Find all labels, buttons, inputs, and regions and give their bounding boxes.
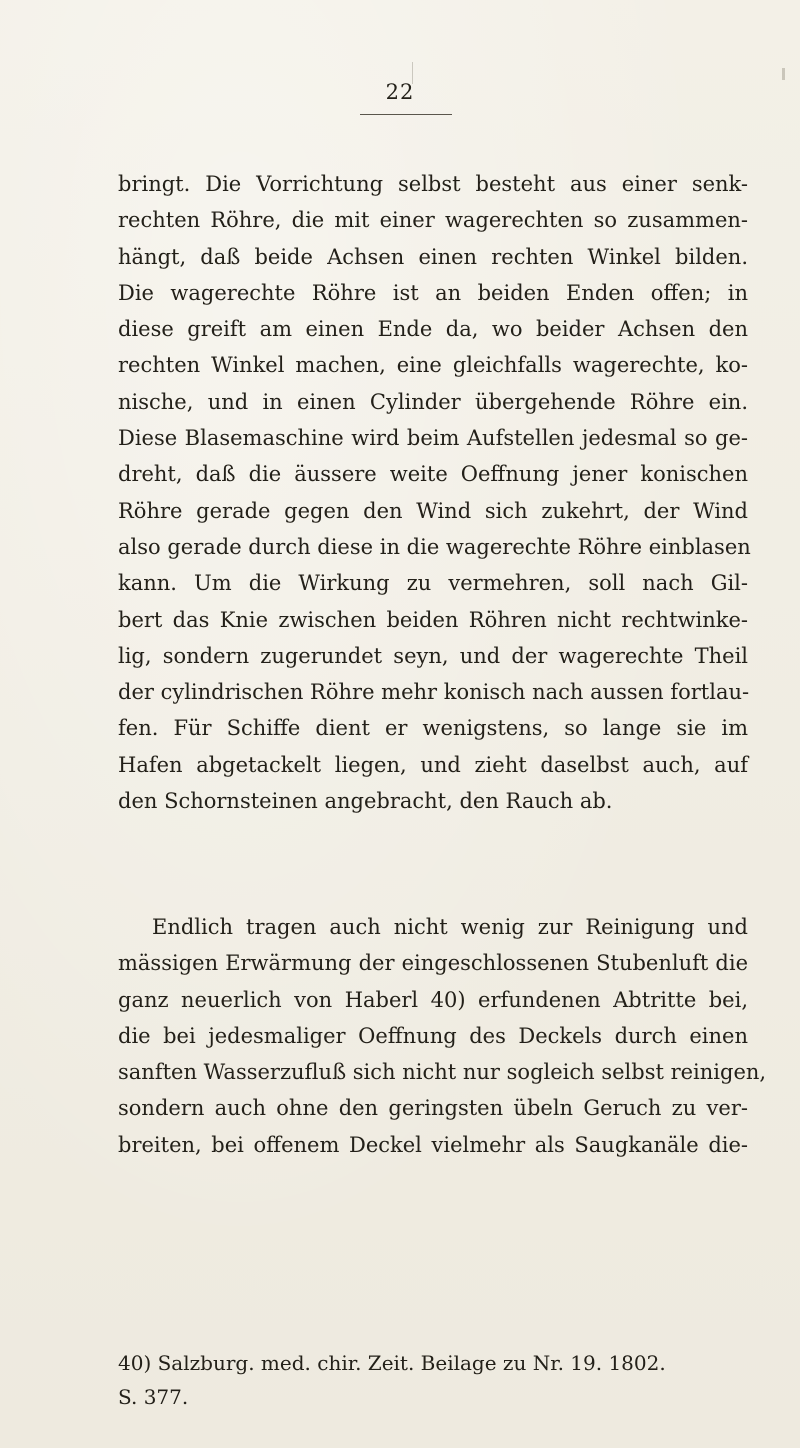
text-line: Die wagerechte Röhre ist an beiden Enden offen; in [118,280,748,305]
text-line: sanften Wasserzufluß sich nicht nur sogleich selbst reinigen, [118,1060,767,1085]
text-line: nische, und in einen Cylinder übergehende Röhre ein. [118,389,748,414]
paragraph-2 [118,909,767,1163]
text-line: Hafen abgetackelt liegen, und zieht daselbst auch, auf [118,752,748,777]
text-line: sondern auch ohne den geringsten übeln Geruch zu ver- [118,1096,748,1121]
text-line: Endlich tragen auch nicht wenig zur Reinigung und [152,915,748,939]
text-line: Röhre gerade gegen den Wind sich zukehrt, der Wind [118,498,748,523]
paragraph-1 [118,166,751,819]
text-line: bringt. Die Vorrichtung selbst besteht aus einer senk- [118,172,748,196]
text-line: ganz neuerlich von Haberl 40) erfundenen Abtritte bei, [118,987,748,1012]
text-line: die bei jedesmaliger Oeffnung des Deckels durch einen [118,1023,748,1048]
text-line: hängt, daß beide Achsen einen rechten Winkel bilden. [118,244,748,269]
header-rule [360,114,452,115]
text-line: bert das Knie zwischen beiden Röhren nicht rechtwinke- [118,607,748,632]
text-line: also gerade durch diese in die wagerechte Röhre einblasen [118,534,751,559]
text-line: Diese Blasemaschine wird beim Aufstellen jedesmal so ge- [118,426,748,451]
text-line: rechten Winkel machen, eine gleichfalls wagerechte, ko- [118,353,748,378]
footnote-line: S. 377. [118,1385,189,1409]
text-line: der cylindrischen Röhre mehr konisch nach aussen fortlau- [118,680,750,705]
text-line: fen. Für Schiffe dient er wenigstens, so lange sie im [118,716,748,741]
text-line: mässigen Erwärmung der eingeschlossenen Stubenluft die [118,951,748,976]
scan-mark [782,68,785,80]
page-number: 22 [385,80,415,104]
text-line: diese greift am einen Ende da, wo beider Achsen den [118,317,748,342]
scan-mark [412,62,413,84]
text-line: dreht, daß die äussere weite Oeffnung jener konischen [118,462,748,487]
text-line: breiten, bei offenem Deckel vielmehr als Saugkanäle die- [118,1132,748,1157]
text-line: rechten Röhre, die mit einer wagerechten so zusammen- [118,208,748,233]
text-line: lig, sondern zugerundet seyn, und der wagerechte Theil [118,643,748,668]
text-line: den Schornsteinen angebracht, den Rauch ab. [118,789,613,814]
text-line: kann. Um die Wirkung zu vermehren, soll nach Gil- [118,571,748,596]
footnote [118,1346,758,1414]
footnote-line: 40) Salzburg. med. chir. Zeit. Beilage zu Nr. 19. 1802. [118,1351,666,1375]
